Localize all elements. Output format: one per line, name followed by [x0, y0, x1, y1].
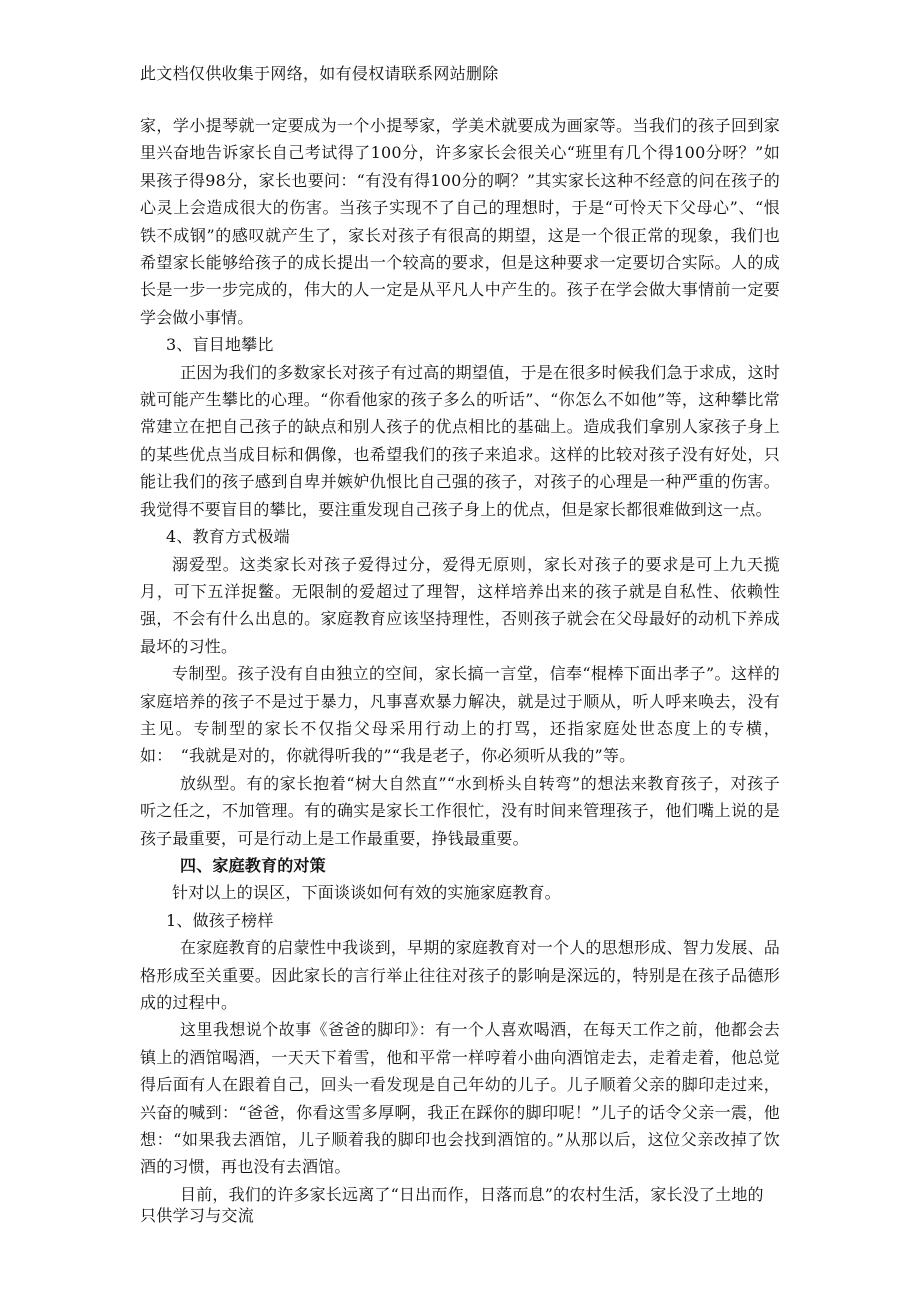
paragraph-permissive-type: 放纵型。有的家长抱着“树大自然直”“水到桥头自转弯”的想法来教育孩子，对孩子听之任之，不加管理。有的确实是家长工作很忙，没有时间来管理孩子，他们嘴上说的是孩子最重要，可是行动上是工作最重要，挣钱最重要。: [140, 773, 780, 848]
heading-blind-comparison: 3、盲目地攀比: [166, 335, 274, 355]
paragraph-spoiling-type: 溺爱型。这类家长对孩子爱得过分，爱得无原则，家长对孩子的要求是可上九天揽月，可下五洋捉鳖。无限制的爱超过了理智，这样培养出来的孩子就是自私性、依赖性强，不会有什么出息的。家庭教育应该坚持理性，否则孩子就会在父母最好的动机下养成最坏的习性。: [140, 554, 780, 656]
header-disclaimer: 此文档仅供收集于网络，如有侵权请联系网站删除: [140, 64, 499, 83]
document-body: [140, 112, 780, 1208]
heading-extreme-methods: 4、教育方式极端: [166, 527, 290, 547]
paragraph-footprint-story: 这里我想说个故事《爸爸的脚印》：有一个人喜欢喝酒，在每天工作之前，他都会去镇上的酒馆喝酒，一天天下着雪，他和平常一样哼着小曲向酒馆走去，走着走着，他总觉得后面有人在跟着自己，回头一看发现是自己年幼的儿子。儿子顺着父亲的脚印走过来，兴奋的喊到：“爸爸，你看这雪多厚啊，我正在踩你的脚印呢！”儿子的话令父亲一震，他想：“如果我去酒馆，儿子顺着我的脚印也会找到酒馆的。”从那以后，这位父亲改掉了饮酒的习惯，再也没有去酒馆。: [140, 1020, 780, 1177]
paragraph-comparison: 正因为我们的多数家长对孩子有过高的期望值，于是在很多时候我们急于求成，这时就可能产生攀比的心理。“你看他家的孩子多么的听话”、“你怎么不如他”等，这种攀比常常建立在把自己孩子的缺点和别人孩子的优点相比的基础上。造成我们拿别人家孩子身上的某些优点当成目标和偶像，也希望我们的孩子来追求。这样的比较对孩子没有好处，只能让我们的孩子感到自卑并嫉妒仇恨比自己强的孩子，对孩子的心理是一种严重的伤害。我觉得不要盲目的攀比，要注重发现自己孩子身上的优点，但是家长都很难做到这一点。: [140, 362, 780, 519]
footer-note: 只供学习与交流: [140, 1206, 255, 1225]
paragraph-expectations: 家，学小提琴就一定要成为一个小提琴家，学美术就要成为画家等。当我们的孩子回到家里兴奋地告诉家长自己考试得了100分，许多家长会很关心“班里有几个得100分呀？”如果孩子得98分，家长也要问：“有没有得100分的啊？”其实家长这种不经意的问在孩子的心灵上会造成很大的伤害。当孩子实现不了自己的理想时，于是“可怜天下父母心”、“恨铁不成钢”的感叹就产生了，家长对孩子有很高的期望，这是一个很正常的现象，我们也希望家长能够给孩子的成长提出一个较高的要求，但是这种要求一定要切合实际。人的成长是一步一步完成的，伟大的人一定是从平凡人中产生的。孩子在学会做大事情前一定要学会做小事情。: [140, 116, 780, 327]
paragraph-authoritarian-type: 专制型。孩子没有自由独立的空间，家长搞一言堂，信奉“棍棒下面出孝子”。这样的家庭培养的孩子不是过于暴力，凡事喜欢暴力解决，就是过于顺从，听人呼来唤去，没有主见。专制型的家长不仅指父母采用行动上的打骂，还指家庭处世态度上的专横，如： “我就是对的，你就得听我的”“我是老子，你必须听从我的”等。: [140, 664, 780, 766]
heading-role-model: 1、做孩子榜样: [166, 910, 274, 930]
section-heading-countermeasures: 四、家庭教育的对策: [180, 855, 326, 875]
paragraph-countermeasures-intro: 针对以上的误区，下面谈谈如何有效的实施家庭教育。: [172, 883, 561, 903]
paragraph-role-model: 在家庭教育的启蒙性中我谈到，早期的家庭教育对一个人的思想形成、智力发展、品格形成至关重要。因此家长的言行举止往往对孩子的影响是深远的，特别是在孩子品德形成的过程中。: [140, 938, 780, 1012]
paragraph-rural-life: 目前，我们的许多家长远离了“日出而作，日落而息”的农村生活，家长没了土地的: [180, 1184, 764, 1204]
